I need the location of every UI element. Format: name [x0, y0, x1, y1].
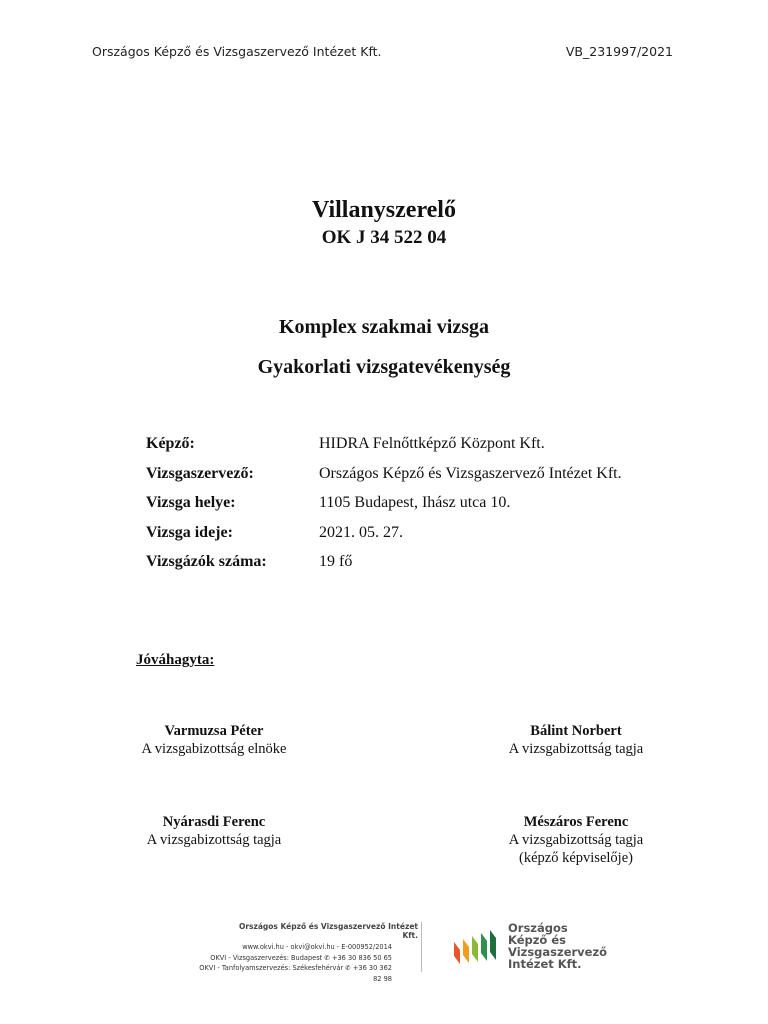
- footer-exam-office: OKVI - Vizsgaszervezés: Budapest ✆ +36 30 836 50 65: [210, 953, 392, 962]
- logo-bar: [463, 939, 469, 963]
- info-value-trainer: HIDRA Felnőttképző Központ Kft.: [319, 435, 545, 452]
- info-label-trainer: Képző:: [146, 435, 195, 452]
- exam-type: Komplex szakmai vizsga: [279, 316, 489, 338]
- info-value-date: 2021. 05. 27.: [319, 524, 403, 541]
- info-label-candidates: Vizsgázók száma:: [146, 553, 267, 570]
- footer-divider: [421, 922, 422, 972]
- signatory-name: Mészáros Ferenc: [523, 814, 629, 830]
- logo-text-line: Vizsgaszervező: [508, 945, 608, 959]
- signatory-role: A vizsgabizottság tagja: [146, 832, 282, 848]
- signatory-role: A vizsgabizottság tagja: [508, 741, 644, 757]
- qualification-code: OK J 34 522 04: [321, 227, 447, 248]
- logo-bar: [454, 942, 460, 964]
- info-value-candidates: 19 fő: [319, 553, 353, 570]
- footer-company: Országos Képző és Vizsgaszervező Intézet Kft.: [238, 922, 418, 940]
- logo-bar: [490, 930, 496, 960]
- signatory-role: A vizsgabizottság tagja: [508, 832, 644, 848]
- signatory-name: Varmuzsa Péter: [164, 723, 264, 739]
- signatory-member-3: [446, 813, 706, 867]
- footer-training-office: OKVI - Tanfolyamszervezés: Székesfehérvár ✆ +36 30 362 82 98: [199, 964, 392, 983]
- logo-text-line: Intézet Kft.: [508, 957, 582, 971]
- header-document-id: VB_231997/2021: [565, 44, 673, 59]
- signatory-chair: [84, 722, 344, 758]
- footer-web: www.okvi.hu - okvi@okvi.hu - E-000952/2014: [242, 943, 392, 951]
- logo-text-line: Képző és: [508, 933, 566, 947]
- document-title: Villanyszerelő: [312, 197, 456, 223]
- info-label-location: Vizsga helye:: [146, 494, 236, 511]
- footer-contacts: [190, 942, 392, 984]
- header-organization: Országos Képző és Vizsgaszervező Intézet Kft.: [92, 44, 382, 59]
- info-value-organizer: Országos Képző és Vizsgaszervező Intézet Kft.: [319, 465, 622, 482]
- signatory-name: Nyárasdi Ferenc: [162, 814, 266, 830]
- logo-bar: [472, 936, 478, 962]
- signatory-member-1: [446, 722, 706, 758]
- okvi-logo-icon: [448, 924, 504, 974]
- approved-by-label: Jóváhagyta:: [136, 652, 215, 668]
- info-label-date: Vizsga ideje:: [146, 524, 233, 541]
- signatory-role: A vizsgabizottság elnöke: [141, 741, 287, 757]
- signatory-name: Bálint Norbert: [530, 723, 622, 739]
- info-value-location: 1105 Budapest, Ihász utca 10.: [319, 494, 511, 511]
- signatory-note: (képző képviselője): [519, 850, 633, 866]
- info-label-organizer: Vizsgaszervező:: [146, 465, 254, 482]
- exam-activity: Gyakorlati vizsgatevékenység: [257, 356, 511, 378]
- signatory-member-2: [84, 813, 344, 849]
- logo-bar: [481, 933, 487, 961]
- okvi-logo-text: [508, 922, 607, 970]
- logo-text-line: Országos: [508, 921, 568, 935]
